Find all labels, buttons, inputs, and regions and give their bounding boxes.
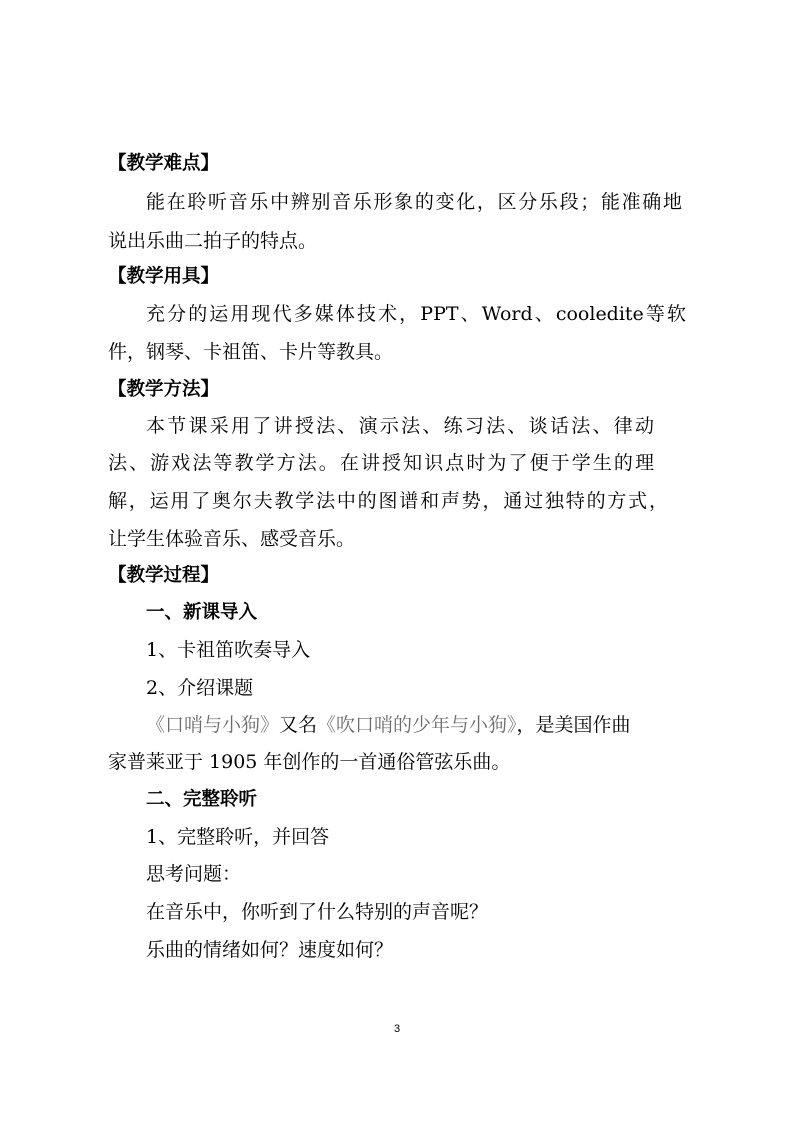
intro-line1-end: ，是美国作曲 xyxy=(516,714,631,736)
methods-text-line4: 让学生体验音乐、感受音乐。 xyxy=(108,528,356,550)
methods-text-line3: 解，运用了奥尔夫教学法中的图谱和声势，通过独特的方式， xyxy=(108,490,668,512)
part2-title: 二、完整聆听 xyxy=(146,789,258,810)
difficulty-text-line1: 能在聆听音乐中辨别音乐形象的变化，区分乐段；能准确地 xyxy=(146,191,682,213)
process-item-1: 1、卡祖笛吹奏导入 xyxy=(146,639,311,661)
heading-teaching-process: 【教学过程】 xyxy=(108,565,220,586)
heading-teaching-methods: 【教学方法】 xyxy=(108,379,220,400)
methods-text-line1: 本节课采用了讲授法、演示法、练习法、谈话法、律动 xyxy=(146,415,654,437)
intro-song-title: 《口哨与小狗》 xyxy=(146,714,280,736)
page-number: 3 xyxy=(394,1023,401,1035)
heading-teaching-tools: 【教学用具】 xyxy=(108,266,220,287)
think-label: 思考问题： xyxy=(146,863,242,885)
tools-text-line2: 件，钢琴、卡祖笛、卡片等教具。 xyxy=(108,341,394,363)
process-item-2: 2、介绍课题 xyxy=(146,677,254,699)
methods-text-line2: 法、游戏法等教学方法。在讲授知识点时为了便于学生的理 xyxy=(108,452,654,474)
intro-song-alias-title: 《吹口哨的少年与小狗》 xyxy=(317,714,517,736)
listen-item-1: 1、完整聆听，并回答 xyxy=(146,826,330,848)
part1-title: 一、新课导入 xyxy=(146,602,258,623)
intro-line2: 家普莱亚于 1905 年创作的一首通俗管弦乐曲。 xyxy=(108,751,511,773)
heading-teaching-difficulty: 【教学难点】 xyxy=(108,153,220,174)
tools-text-line1: 充分的运用现代多媒体技术，PPT、Word、cooledite等软 xyxy=(146,303,686,325)
question-1: 在音乐中，你听到了什么特别的声音呢？ xyxy=(146,901,489,923)
intro-alias-text: 又名 xyxy=(279,714,318,736)
question-2: 乐曲的情绪如何？速度如何？ xyxy=(146,939,394,961)
difficulty-text-line2: 说出乐曲二拍子的特点。 xyxy=(108,230,318,252)
intro-line1 xyxy=(146,713,631,737)
